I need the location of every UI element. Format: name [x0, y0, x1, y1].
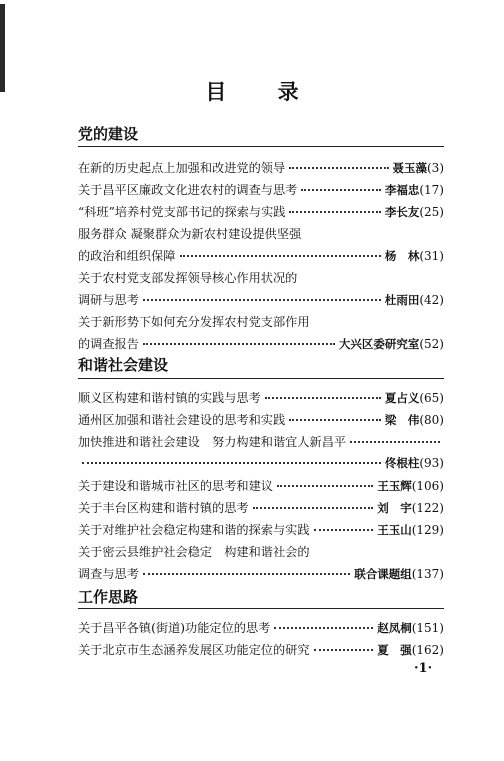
section-heading: 和谐社会建设 — [78, 356, 169, 374]
dot-leader — [350, 433, 440, 443]
dot-leader — [253, 499, 374, 509]
toc-entry-title: 关于密云县维护社会稳定 构建和谐社会的 — [78, 545, 310, 559]
toc-entry-title: 加快推进和谐社会建设 努力构建和谐宜人新昌平 — [78, 435, 347, 449]
toc-entry-page: (106) — [411, 479, 444, 493]
toc-entry-page: (65) — [419, 391, 444, 405]
toc-entry-line — [78, 455, 444, 476]
dot-leader — [289, 203, 380, 213]
section-heading: 工作思路 — [78, 588, 139, 606]
toc-entry-title: 关于对维护社会稳定构建和谐的探索与实践 — [78, 523, 310, 537]
toc-entry-title: 关于农村党支部发挥领导核心作用状况的 — [78, 271, 298, 285]
dot-leader — [289, 159, 388, 169]
toc-entry-line — [78, 159, 444, 180]
toc-entry-page: (80) — [419, 413, 444, 427]
toc-entry-title: 的政治和组织保障 — [78, 249, 176, 263]
toc-entry-title: 调查与思考 — [78, 567, 139, 581]
toc-entry-page: (129) — [411, 523, 444, 537]
dot-leader — [143, 291, 381, 301]
toc-entry-line — [78, 225, 444, 246]
page-number: ·1· — [414, 661, 433, 676]
toc-entry-page: (3) — [427, 161, 444, 175]
toc-entry-page: (17) — [419, 183, 444, 197]
dot-leader — [143, 565, 350, 575]
toc-entry-author: 杨 林 — [384, 249, 420, 263]
toc-entry-title: “科班”培养村党支部书记的探索与实践 — [78, 205, 286, 219]
toc-entry-line — [78, 521, 444, 542]
toc-entry-title: 服务群众 凝聚群众为新农村建设提供坚强 — [78, 227, 302, 241]
toc-entry-line — [78, 499, 444, 520]
toc-entry-title: 关于建设和谐城市社区的思考和建议 — [78, 479, 273, 493]
toc-entry-line — [78, 433, 444, 454]
toc-entry-author: 王玉山 — [377, 523, 412, 537]
toc-entry-page: (137) — [411, 567, 444, 581]
section-heading: 党的建设 — [78, 125, 139, 143]
toc-entry-author: 夏占义 — [384, 391, 420, 405]
dot-leader — [180, 247, 381, 257]
toc-entry-page: (162) — [411, 643, 444, 657]
toc-entry-author: 刘 宇 — [377, 501, 412, 515]
toc-entry-author: 梁 伟 — [384, 413, 420, 427]
toc-entry-author: 夏 强 — [377, 643, 412, 657]
section-rule — [78, 146, 444, 147]
page-title: 目 录 — [205, 80, 321, 104]
toc-entry-line — [78, 411, 444, 432]
toc-entry-title: 关于新形势下如何充分发挥农村党支部作用 — [78, 315, 310, 329]
dot-leader — [301, 181, 380, 191]
toc-entry-author: 赵凤桐 — [377, 621, 412, 635]
toc-entry-line — [78, 181, 444, 202]
dot-leader — [314, 521, 374, 531]
toc-entry-page: (151) — [411, 621, 444, 635]
toc-entry-page: (31) — [419, 249, 444, 263]
toc-entry-line — [78, 477, 444, 498]
toc-entry-author: 杜雨田 — [384, 293, 420, 307]
toc-entry-title: 调研与思考 — [78, 293, 139, 307]
toc-entry-author: 大兴区委研究室 — [338, 337, 420, 351]
dot-leader — [82, 454, 381, 464]
dot-leader — [274, 619, 373, 629]
toc-entry-page: (52) — [419, 337, 444, 351]
toc-entry-page: (25) — [419, 205, 444, 219]
toc-entry-page: (122) — [411, 501, 444, 515]
toc-entry-line — [78, 641, 444, 662]
toc-entry-title: 关于丰台区构建和谐村镇的思考 — [78, 501, 249, 515]
toc-entry-line — [78, 389, 444, 410]
toc-entry-author: 联合课题组 — [354, 567, 412, 581]
toc-entry-line — [78, 543, 444, 564]
toc-entry-title: 关于昌平各镇(街道)功能定位的思考 — [78, 621, 271, 635]
toc-entry-title: 通州区加强和谐社会建设的思考和实践 — [78, 413, 286, 427]
toc-entry-line — [78, 269, 444, 290]
toc-entry-line — [78, 247, 444, 268]
toc-entry-author: 李福忠 — [384, 183, 420, 197]
toc-entry-line — [78, 619, 444, 640]
dot-leader — [277, 477, 373, 487]
toc-entry-page: (93) — [419, 456, 444, 470]
dot-leader — [314, 641, 374, 651]
section-rule — [78, 378, 444, 379]
toc-entry-page: (42) — [419, 293, 444, 307]
toc-entry-title: 关于北京市生态涵养发展区功能定位的研究 — [78, 643, 310, 657]
dot-leader — [265, 389, 381, 399]
toc-entry-title: 顺义区构建和谐村镇的实践与思考 — [78, 391, 261, 405]
toc-entry-line — [78, 203, 444, 224]
toc-entry-line — [78, 313, 444, 334]
toc-entry-title: 的调查报告 — [78, 337, 139, 351]
toc-entry-title: 在新的历史起点上加强和改进党的领导 — [78, 161, 286, 175]
toc-entry-author: 王玉辉 — [377, 479, 412, 493]
section-rule — [78, 608, 444, 609]
dot-leader — [289, 411, 381, 421]
toc-entry-line — [78, 291, 444, 312]
toc-entry-author: 聂玉藻 — [392, 161, 427, 175]
toc-entry-author: 佟根柱 — [384, 456, 420, 470]
toc-entry-title: 关于昌平区廉政文化进农村的调查与思考 — [78, 183, 298, 197]
toc-entry-line — [78, 335, 444, 356]
toc-entry-line — [78, 565, 444, 586]
dot-leader — [143, 335, 335, 345]
toc-entry-author: 李长友 — [384, 205, 420, 219]
